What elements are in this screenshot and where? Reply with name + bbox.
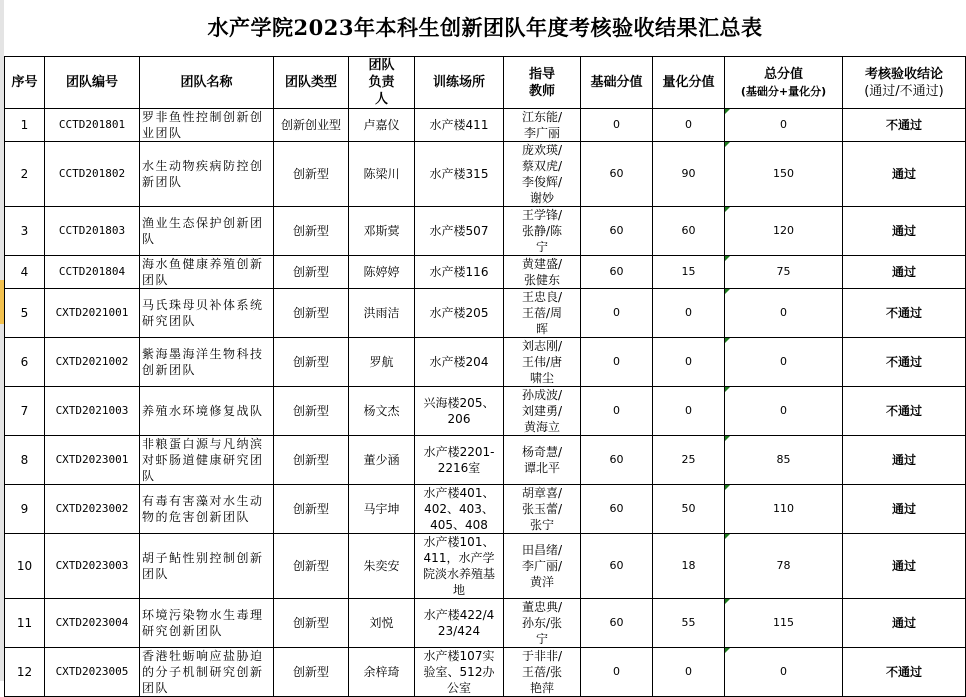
- table-row: [5, 207, 966, 256]
- cell-seq[interactable]: 10: [5, 534, 45, 599]
- cell-type[interactable]: 创新型: [274, 485, 349, 534]
- cell-seq[interactable]: 7: [5, 387, 45, 436]
- cell-name[interactable]: 环境污染物水生毒理研究创新团队: [140, 599, 274, 648]
- cell-place[interactable]: 水产楼315: [415, 142, 504, 207]
- cell-quant[interactable]: 0: [653, 338, 725, 387]
- cell-seq[interactable]: 3: [5, 207, 45, 256]
- cell-type[interactable]: 创新型: [274, 648, 349, 697]
- cell-place[interactable]: 水产楼507: [415, 207, 504, 256]
- cell-seq[interactable]: 6: [5, 338, 45, 387]
- cell-code[interactable]: CXTD2023004: [45, 599, 140, 648]
- header-name: 团队名称: [140, 57, 274, 109]
- cell-type[interactable]: 创新型: [274, 599, 349, 648]
- cell-total[interactable]: 0: [725, 109, 843, 142]
- header-base: 基础分值: [581, 57, 653, 109]
- cell-seq[interactable]: 11: [5, 599, 45, 648]
- cell-leader[interactable]: 余梓琦: [349, 648, 415, 697]
- cell-seq[interactable]: 1: [5, 109, 45, 142]
- header-result: [843, 57, 966, 109]
- cell-base[interactable]: 0: [581, 289, 653, 338]
- cell-code[interactable]: CCTD201803: [45, 207, 140, 256]
- cell-base[interactable]: 0: [581, 109, 653, 142]
- cell-result[interactable]: 通过: [843, 485, 966, 534]
- table-row: [5, 142, 966, 207]
- cell-code[interactable]: CCTD201804: [45, 256, 140, 289]
- cell-place[interactable]: 水产楼2201-2216室: [415, 436, 504, 485]
- cell-quant[interactable]: 0: [653, 387, 725, 436]
- cell-name[interactable]: 香港牡蛎响应盐胁迫的分子机制研究创新团队: [140, 648, 274, 697]
- cell-type[interactable]: 创新型: [274, 142, 349, 207]
- cell-code[interactable]: CXTD2021002: [45, 338, 140, 387]
- cell-code[interactable]: CXTD2023003: [45, 534, 140, 599]
- cell-type[interactable]: 创新创业型: [274, 109, 349, 142]
- table-row: [5, 289, 966, 338]
- table-row: [5, 109, 966, 142]
- cell-teacher[interactable]: 田昌绪/李广丽/黄洋: [504, 534, 581, 599]
- cell-result[interactable]: 不通过: [843, 289, 966, 338]
- cell-result[interactable]: 不通过: [843, 387, 966, 436]
- cell-code[interactable]: CCTD201802: [45, 142, 140, 207]
- cell-result[interactable]: 通过: [843, 207, 966, 256]
- cell-total[interactable]: 75: [725, 256, 843, 289]
- cell-code[interactable]: CXTD2021001: [45, 289, 140, 338]
- cell-type[interactable]: 创新型: [274, 534, 349, 599]
- cell-seq[interactable]: 8: [5, 436, 45, 485]
- cell-total[interactable]: 0: [725, 648, 843, 697]
- cell-name[interactable]: 有毒有害藻对水生动物的危害创新团队: [140, 485, 274, 534]
- header-result-label: 考核验收结论: [865, 66, 944, 82]
- cell-base[interactable]: 60: [581, 256, 653, 289]
- cell-leader[interactable]: 罗航: [349, 338, 415, 387]
- cell-base[interactable]: 0: [581, 648, 653, 697]
- cell-result[interactable]: 通过: [843, 599, 966, 648]
- cell-code[interactable]: CXTD2023005: [45, 648, 140, 697]
- cell-total[interactable]: 115: [725, 599, 843, 648]
- cell-name[interactable]: 紫海墨海洋生物科技创新团队: [140, 338, 274, 387]
- cell-name[interactable]: 胡子鲇性别控制创新团队: [140, 534, 274, 599]
- cell-teacher[interactable]: 王学锋/张静/陈宁: [504, 207, 581, 256]
- cell-teacher[interactable]: 孙成波/刘建勇/黄海立: [504, 387, 581, 436]
- cell-result[interactable]: 不通过: [843, 109, 966, 142]
- table-row: [5, 599, 966, 648]
- cell-quant[interactable]: 55: [653, 599, 725, 648]
- header-seq: 序号: [5, 57, 45, 109]
- cell-result[interactable]: 不通过: [843, 338, 966, 387]
- cell-name[interactable]: 渔业生态保护创新团队: [140, 207, 274, 256]
- cell-leader[interactable]: 洪雨洁: [349, 289, 415, 338]
- cell-quant[interactable]: 0: [653, 289, 725, 338]
- cell-seq[interactable]: 9: [5, 485, 45, 534]
- cell-leader[interactable]: 杨文杰: [349, 387, 415, 436]
- header-leader: [349, 57, 415, 109]
- cell-total[interactable]: 85: [725, 436, 843, 485]
- cell-place[interactable]: 水产楼411: [415, 109, 504, 142]
- cell-seq[interactable]: 4: [5, 256, 45, 289]
- cell-name[interactable]: 非粮蛋白源与凡纳滨对虾肠道健康研究团队: [140, 436, 274, 485]
- cell-base[interactable]: 60: [581, 534, 653, 599]
- page-title: 水产学院2023年本科生创新团队年度考核验收结果汇总表: [5, 0, 966, 57]
- table-row: [5, 436, 966, 485]
- cell-place[interactable]: 水产楼401、402、403、405、408: [415, 485, 504, 534]
- cell-teacher[interactable]: 王忠良/王蓓/周晖: [504, 289, 581, 338]
- cell-base[interactable]: 60: [581, 436, 653, 485]
- header-result-sub: (通过/不通过): [864, 83, 944, 99]
- cell-teacher[interactable]: 董忠典/孙东/张宁: [504, 599, 581, 648]
- cell-teacher[interactable]: 庞欢瑛/蔡双虎/李俊辉/谢妙: [504, 142, 581, 207]
- cell-type[interactable]: 创新型: [274, 436, 349, 485]
- cell-leader[interactable]: 卢嘉仪: [349, 109, 415, 142]
- cell-leader[interactable]: 刘悦: [349, 599, 415, 648]
- cell-result[interactable]: 通过: [843, 142, 966, 207]
- cell-total[interactable]: 0: [725, 387, 843, 436]
- cell-leader[interactable]: 陈婷婷: [349, 256, 415, 289]
- cell-teacher[interactable]: 于非非/王蓓/张艳萍: [504, 648, 581, 697]
- cell-code[interactable]: CXTD2021003: [45, 387, 140, 436]
- cell-base[interactable]: 60: [581, 207, 653, 256]
- header-total: [725, 57, 843, 109]
- header-teacher: [504, 57, 581, 109]
- cell-quant[interactable]: 60: [653, 207, 725, 256]
- header-total-sub: (基础分+量化分): [740, 84, 827, 98]
- cell-name[interactable]: 马氏珠母贝补体系统研究团队: [140, 289, 274, 338]
- cell-type[interactable]: 创新型: [274, 207, 349, 256]
- cell-seq[interactable]: 12: [5, 648, 45, 697]
- cell-total[interactable]: 78: [725, 534, 843, 599]
- header-quant: 量化分值: [653, 57, 725, 109]
- cell-result[interactable]: 不通过: [843, 648, 966, 697]
- cell-seq[interactable]: 2: [5, 142, 45, 207]
- cell-result[interactable]: 通过: [843, 256, 966, 289]
- cell-name[interactable]: 水生动物疾病防控创新团队: [140, 142, 274, 207]
- cell-teacher[interactable]: 胡章喜/张玉蕾/张宁: [504, 485, 581, 534]
- cell-leader[interactable]: 邓斯蓂: [349, 207, 415, 256]
- header-row: [5, 57, 966, 109]
- cell-result[interactable]: 通过: [843, 534, 966, 599]
- cell-leader[interactable]: 朱奕安: [349, 534, 415, 599]
- table-row: [5, 485, 966, 534]
- cell-quant[interactable]: 0: [653, 648, 725, 697]
- header-teacher-label: 指导教师: [528, 66, 555, 99]
- cell-name[interactable]: 罗非鱼性控制创新创业团队: [140, 109, 274, 142]
- cell-code[interactable]: CCTD201801: [45, 109, 140, 142]
- cell-type[interactable]: 创新型: [274, 338, 349, 387]
- cell-type[interactable]: 创新型: [274, 256, 349, 289]
- cell-teacher[interactable]: 黄建盛/张健东: [504, 256, 581, 289]
- cell-total[interactable]: 120: [725, 207, 843, 256]
- cell-place[interactable]: 兴海楼205、206: [415, 387, 504, 436]
- cell-total[interactable]: 0: [725, 289, 843, 338]
- table-row: [5, 534, 966, 599]
- header-type: 团队类型: [274, 57, 349, 109]
- cell-place[interactable]: 水产楼204: [415, 338, 504, 387]
- cell-quant[interactable]: 90: [653, 142, 725, 207]
- cell-name[interactable]: 海水鱼健康养殖创新团队: [140, 256, 274, 289]
- cell-quant[interactable]: 18: [653, 534, 725, 599]
- cell-base[interactable]: 60: [581, 142, 653, 207]
- cell-total[interactable]: 0: [725, 338, 843, 387]
- cell-type[interactable]: 创新型: [274, 387, 349, 436]
- cell-place[interactable]: 水产楼101、411，水产学院淡水养殖基地: [415, 534, 504, 599]
- cell-teacher[interactable]: 刘志刚/王伟/唐啸尘: [504, 338, 581, 387]
- cell-place[interactable]: 水产楼205: [415, 289, 504, 338]
- table-row: [5, 648, 966, 697]
- cell-quant[interactable]: 25: [653, 436, 725, 485]
- cell-code[interactable]: CXTD2023002: [45, 485, 140, 534]
- cell-base[interactable]: 60: [581, 599, 653, 648]
- cell-place[interactable]: 水产楼107实验室、512办公室: [415, 648, 504, 697]
- cell-base[interactable]: 60: [581, 485, 653, 534]
- cell-quant[interactable]: 50: [653, 485, 725, 534]
- cell-code[interactable]: CXTD2023001: [45, 436, 140, 485]
- header-total-label: 总分值: [763, 66, 803, 82]
- cell-quant[interactable]: 15: [653, 256, 725, 289]
- cell-name[interactable]: 养殖水环境修复战队: [140, 387, 274, 436]
- table-row: [5, 387, 966, 436]
- header-code: 团队编号: [45, 57, 140, 109]
- cell-place[interactable]: 水产楼116: [415, 256, 504, 289]
- cell-result[interactable]: 通过: [843, 436, 966, 485]
- cell-total[interactable]: 110: [725, 485, 843, 534]
- cell-type[interactable]: 创新型: [274, 289, 349, 338]
- cell-total[interactable]: 150: [725, 142, 843, 207]
- table-row: [5, 338, 966, 387]
- header-leader-label: 团队负责人: [368, 58, 395, 107]
- cell-teacher[interactable]: 江东能/李广丽: [504, 109, 581, 142]
- cell-leader[interactable]: 马宇坤: [349, 485, 415, 534]
- cell-leader[interactable]: 陈梁川: [349, 142, 415, 207]
- cell-teacher[interactable]: 杨奇慧/谭北平: [504, 436, 581, 485]
- cell-quant[interactable]: 0: [653, 109, 725, 142]
- summary-table: [4, 0, 966, 697]
- header-place: 训练场所: [415, 57, 504, 109]
- cell-base[interactable]: 0: [581, 338, 653, 387]
- cell-base[interactable]: 0: [581, 387, 653, 436]
- cell-place[interactable]: 水产楼422/423/424: [415, 599, 504, 648]
- cell-leader[interactable]: 董少涵: [349, 436, 415, 485]
- cell-seq[interactable]: 5: [5, 289, 45, 338]
- table-row: [5, 256, 966, 289]
